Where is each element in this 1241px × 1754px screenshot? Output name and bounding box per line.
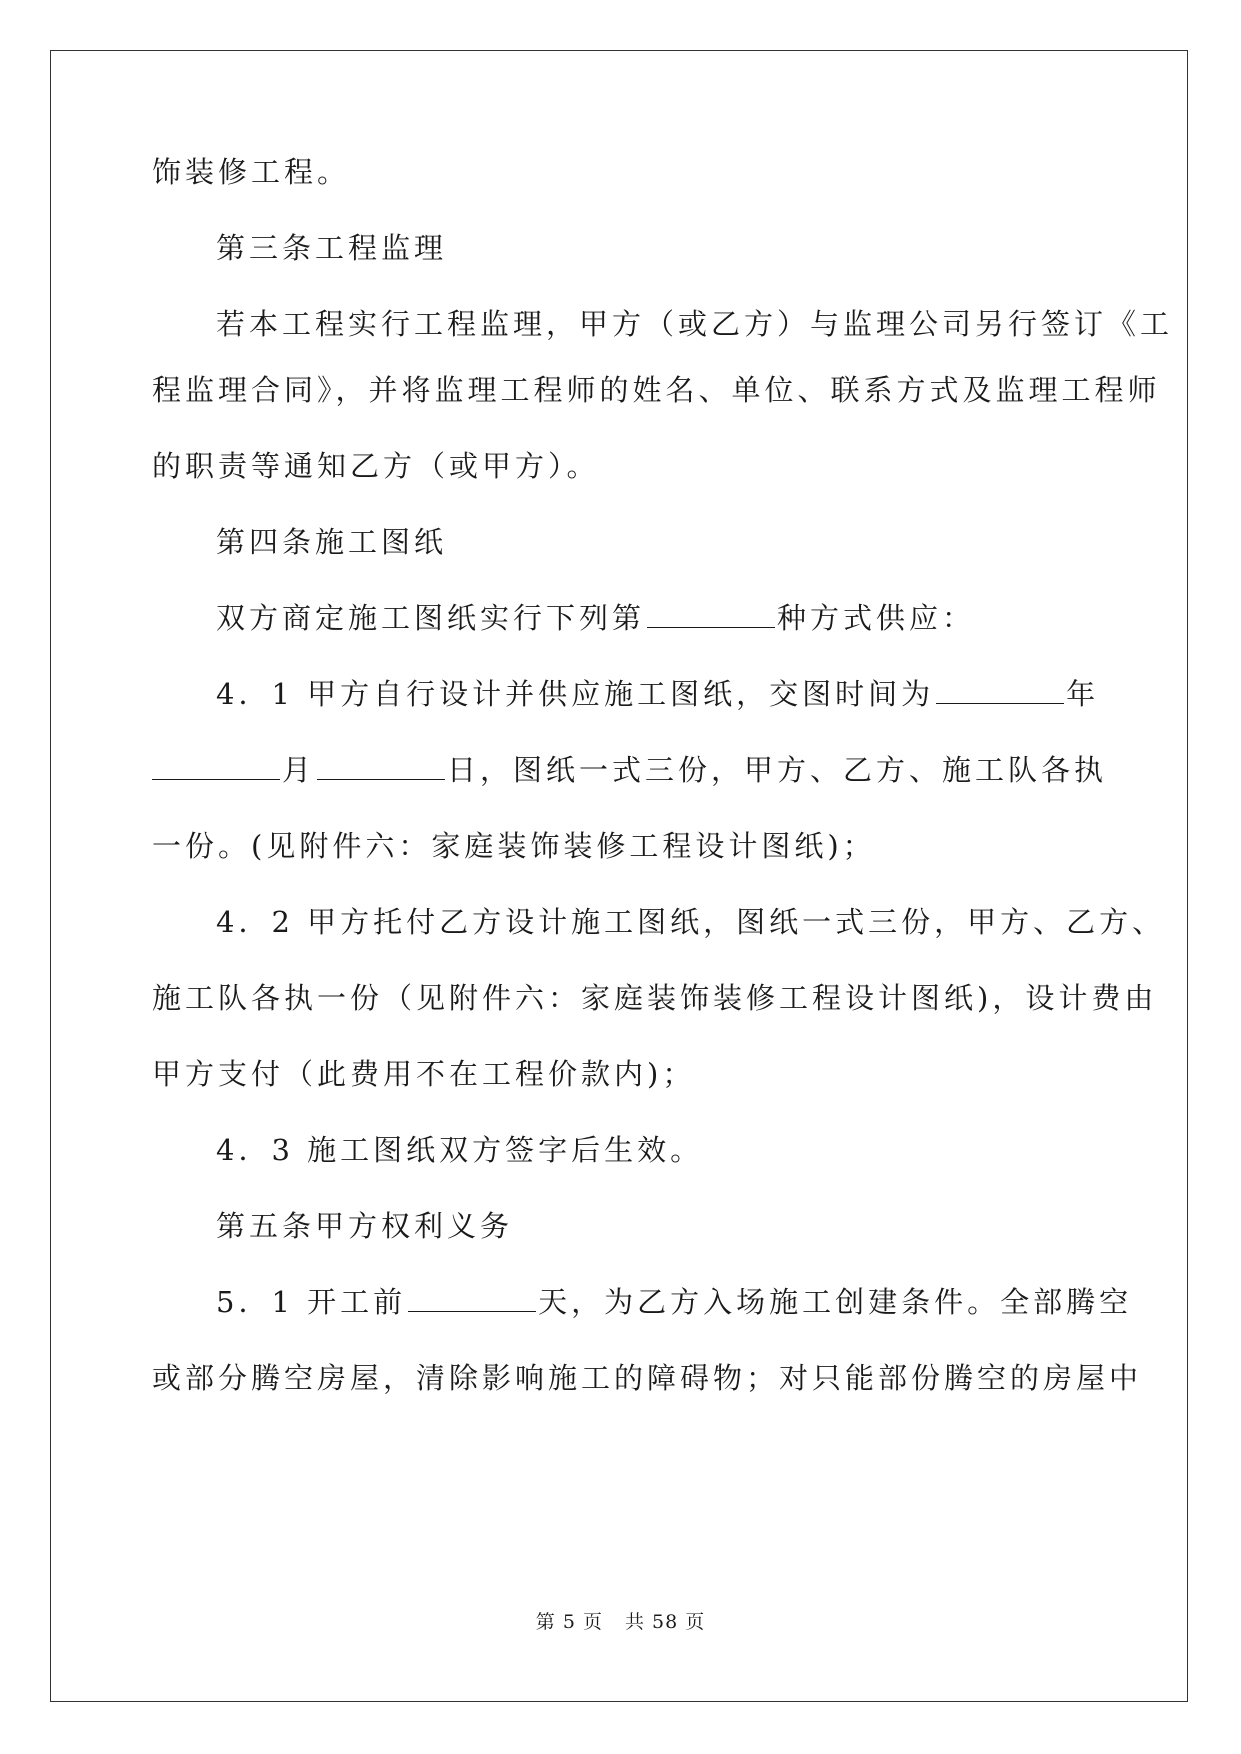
text-line [216,1282,1132,1322]
text-segment: 5．1 开工前 [216,1285,407,1319]
text-line: 的职责等通知乙方（或甲方）。 [152,449,600,483]
text-line: 若本工程实行工程监理，甲方（或乙方）与监理公司另行签订《工 [216,307,1174,341]
text-line: 甲方支付（此费用不在工程价款内)； [152,1057,696,1091]
text-line: 4．2 甲方托付乙方设计施工图纸，图纸一式三份，甲方、乙方、 [216,905,1166,939]
text-line: 饰装修工程。 [152,155,351,189]
page-total: 共 58 页 [624,1611,706,1633]
page-footer [0,1610,1241,1634]
page-number: 第 5 页 [535,1611,603,1633]
text-segment: 月 [282,753,316,787]
text-segment: 年 [1066,677,1100,711]
text-line: 一份。(见附件六：家庭装饰装修工程设计图纸)； [152,829,876,863]
text-line: 施工队各执一份（见附件六：家庭装饰装修工程设计图纸)，设计费由 [152,981,1158,1015]
section-heading: 第三条工程监理 [216,231,448,265]
fill-in-blank[interactable] [317,753,445,780]
text-segment: 4．1 甲方自行设计并供应施工图纸，交图时间为 [216,677,935,711]
fill-in-blank[interactable] [408,1285,536,1312]
text-line [152,750,1107,790]
section-heading: 第五条甲方权利义务 [216,1209,514,1243]
fill-in-blank[interactable] [152,753,280,780]
text-segment: 日，图纸一式三份，甲方、乙方、施工队各执 [447,753,1108,787]
text-segment: 天，为乙方入场施工创建条件。全部腾空 [538,1285,1133,1319]
text-line: 程监理合同》，并将监理工程师的姓名、单位、联系方式及监理工程师 [152,373,1161,407]
text-line: 或部分腾空房屋，清除影响施工的障碍物；对只能部份腾空的房屋中 [152,1361,1143,1395]
fill-in-blank[interactable] [647,601,775,628]
text-segment: 种方式供应： [777,601,976,635]
text-line [216,674,1099,714]
text-segment: 双方商定施工图纸实行下列第 [216,601,646,635]
text-line [216,598,975,638]
text-line: 4．3 施工图纸双方签字后生效。 [216,1133,704,1167]
fill-in-blank[interactable] [936,677,1064,704]
page-frame [50,50,1188,1702]
section-heading: 第四条施工图纸 [216,525,448,559]
